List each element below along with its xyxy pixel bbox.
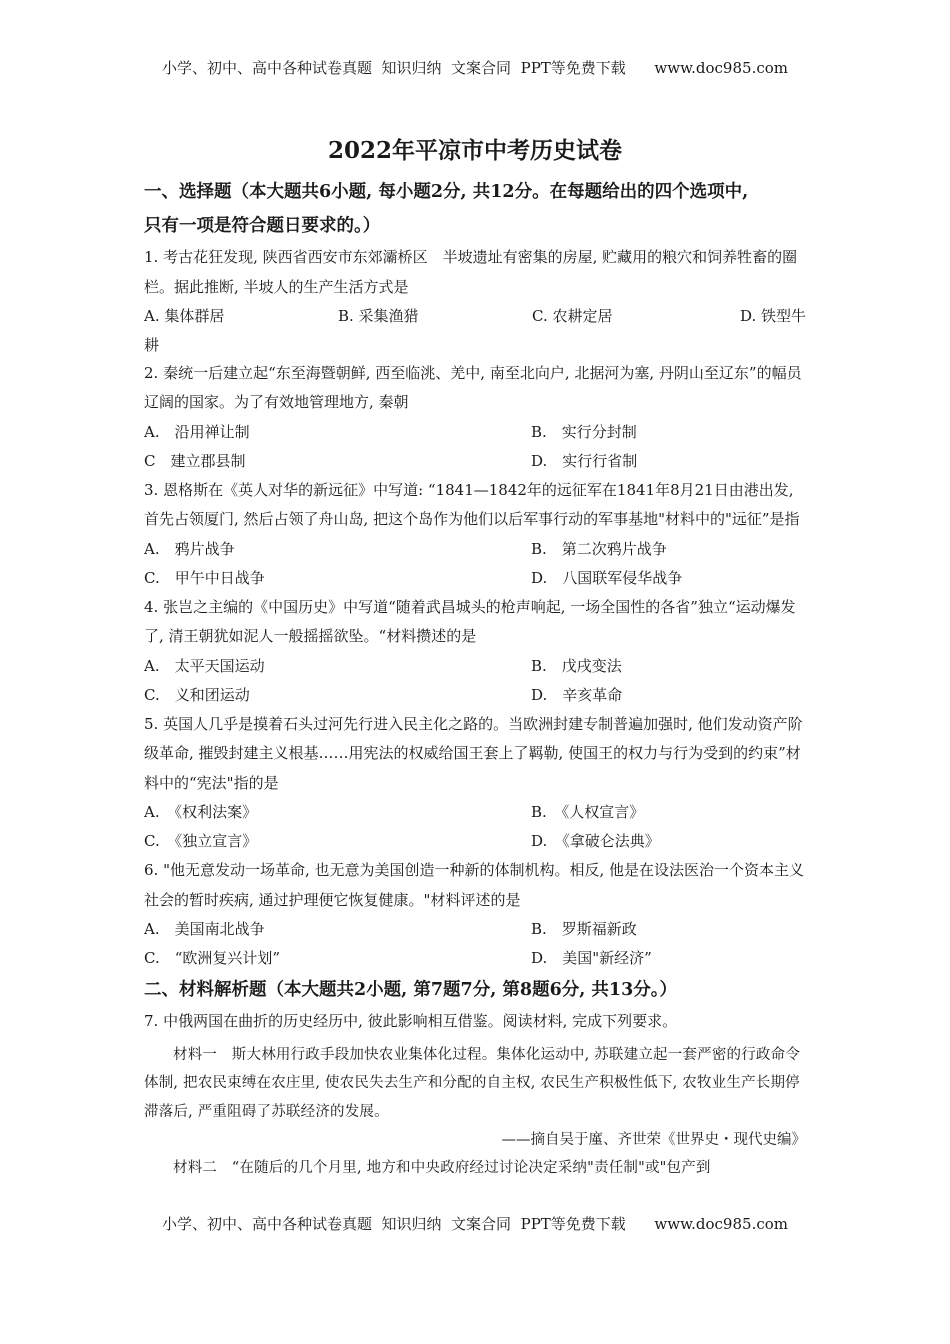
exam-content	[144, 175, 806, 1183]
option-c: C 建立郡县制	[144, 451, 246, 470]
question-stem: 6. "他无意发动一场革命, 也无意为美国创造一种新的体制机构。相反, 他是在设法医治一个资本主义社会的暂时疾病, 通过护理便它恢复健康。"材料评述的是	[144, 861, 805, 909]
page-footer: 小学、初中、高中各种试卷真题 知识归纳 文案合同 PPT等免费下载 www.doc985.com	[161, 1215, 788, 1233]
option-a: A. 沿用禅让制	[144, 422, 250, 441]
option-d: D. 美国"新经济”	[531, 949, 652, 967]
option-d: D. 铁型牛	[739, 307, 806, 325]
option-d-wrap: 耕	[144, 335, 160, 354]
question-2	[144, 359, 806, 476]
page-title: 2022年平凉市中考历史试卷	[327, 137, 622, 164]
option-a: A. 集体群居	[144, 307, 225, 325]
question-stem: 3. 恩格斯在《英人对华的新远征》中写道: “1841—1842年的远征军在1841年8月21日由港出发, 首先占领厦门, 然后占领了舟山岛, 把这个岛作为他们以后军事行动的军事基地"材料中的"远征”是指	[144, 480, 800, 528]
question-stem: 2. 秦统一后建立起“东至海暨朝鲜, 西至临洮、羌中, 南至北向户, 北据河为塞, 丹阴山至辽东”的幅员辽阔的国家。为了有效地管理地方, 秦朝	[144, 363, 802, 411]
material-1: 材料一 斯大林用行政手段加快农业集体化过程。集体化运动中, 苏联建立起一套严密的行政命令体制, 把农民束缚在农庄里, 使农民失去生产和分配的自主权, 农民生产积极性低下, 农牧业生产长期停滞落后, 严重阻碍了苏联经济的发展。	[144, 1046, 801, 1120]
option-d: D. 八国联军侵华战争	[531, 568, 683, 587]
option-c: C. “欧洲复兴计划”	[144, 949, 281, 967]
question-stem: 4. 张岂之主编的《中国历史》中写道“随着武昌城头的枪声响起, 一场全国性的各省”独立“运动爆发了, 清王朝犹如泥人一般摇摇欲坠。“材料攒述的是	[144, 597, 796, 645]
option-b: B. 《人权宣言》	[531, 803, 645, 821]
option-c: C. 义和团运动	[144, 685, 250, 704]
option-a: A. 《权利法案》	[144, 803, 258, 821]
option-b: B. 实行分封制	[531, 422, 637, 441]
question-stem: 5. 英国人几乎是摸着石头过河先行进入民主化之路的。当欧洲封建专制普遍加强时, 他们发动资产阶级革命, 摧毁封建主义根基……用宪法的权威给国王套上了羁勒, 使国王的权力与行为受到的约束”材料中的“宪法"指的是	[144, 714, 803, 792]
option-b: B. 罗斯福新政	[531, 920, 637, 938]
option-d: D. 辛亥革命	[531, 685, 623, 704]
option-b: B. 戊戌变法	[531, 656, 622, 675]
material-1-source: ——摘自吴于廑、齐世荣《世界史・现代史编》	[501, 1132, 806, 1148]
question-stem: 7. 中俄两国在曲折的历史经历中, 彼此影响相互借鉴。阅读材料, 完成下列要求。	[144, 1012, 678, 1030]
option-d: D. 实行行省制	[531, 451, 638, 470]
option-a: A. 鸦片战争	[144, 539, 235, 558]
question-5	[144, 710, 806, 857]
option-a: A. 太平天国运动	[144, 656, 265, 675]
section1-heading-cont: 只有一项是符合题日要求的。）	[144, 216, 381, 236]
section2-heading: 二、材料解析题（本大题共2小题, 第7题7分, 第8题6分, 共13分。）	[144, 980, 678, 1000]
question-4	[144, 593, 806, 710]
option-b: B. 采集渔猎	[338, 307, 419, 325]
option-c: C. 《独立宣言》	[144, 832, 258, 850]
question-stem: 1. 考古花狂发现, 陕西省西安市东郊灞桥区 半坡遗址有密集的房屋, 贮藏用的粮穴和饲养牲畜的圈栏。据此推断, 半坡人的生产生活方式是	[144, 248, 798, 296]
option-a: A. 美国南北战争	[144, 920, 265, 938]
section1-heading: 一、选择题（本大题共6小题, 每小题2分, 共12分。在每题给出的四个选项中,	[144, 182, 749, 202]
option-c: C. 甲午中日战争	[144, 568, 265, 587]
question-7	[144, 1007, 806, 1183]
question-6	[144, 856, 806, 973]
option-b: B. 第二次鸦片战争	[531, 539, 667, 558]
material-2: 材料二 “在随后的几个月里, 地方和中央政府经过讨论决定采纳"责任制"或"包产到	[173, 1160, 711, 1176]
question-1	[144, 243, 806, 359]
option-c: C. 农耕定居	[532, 307, 613, 325]
option-d: D. 《拿破仑法典》	[531, 832, 660, 850]
page-header: 小学、初中、高中各种试卷真题 知识归纳 文案合同 PPT等免费下载 www.doc985.com	[161, 59, 788, 77]
question-3	[144, 476, 806, 593]
